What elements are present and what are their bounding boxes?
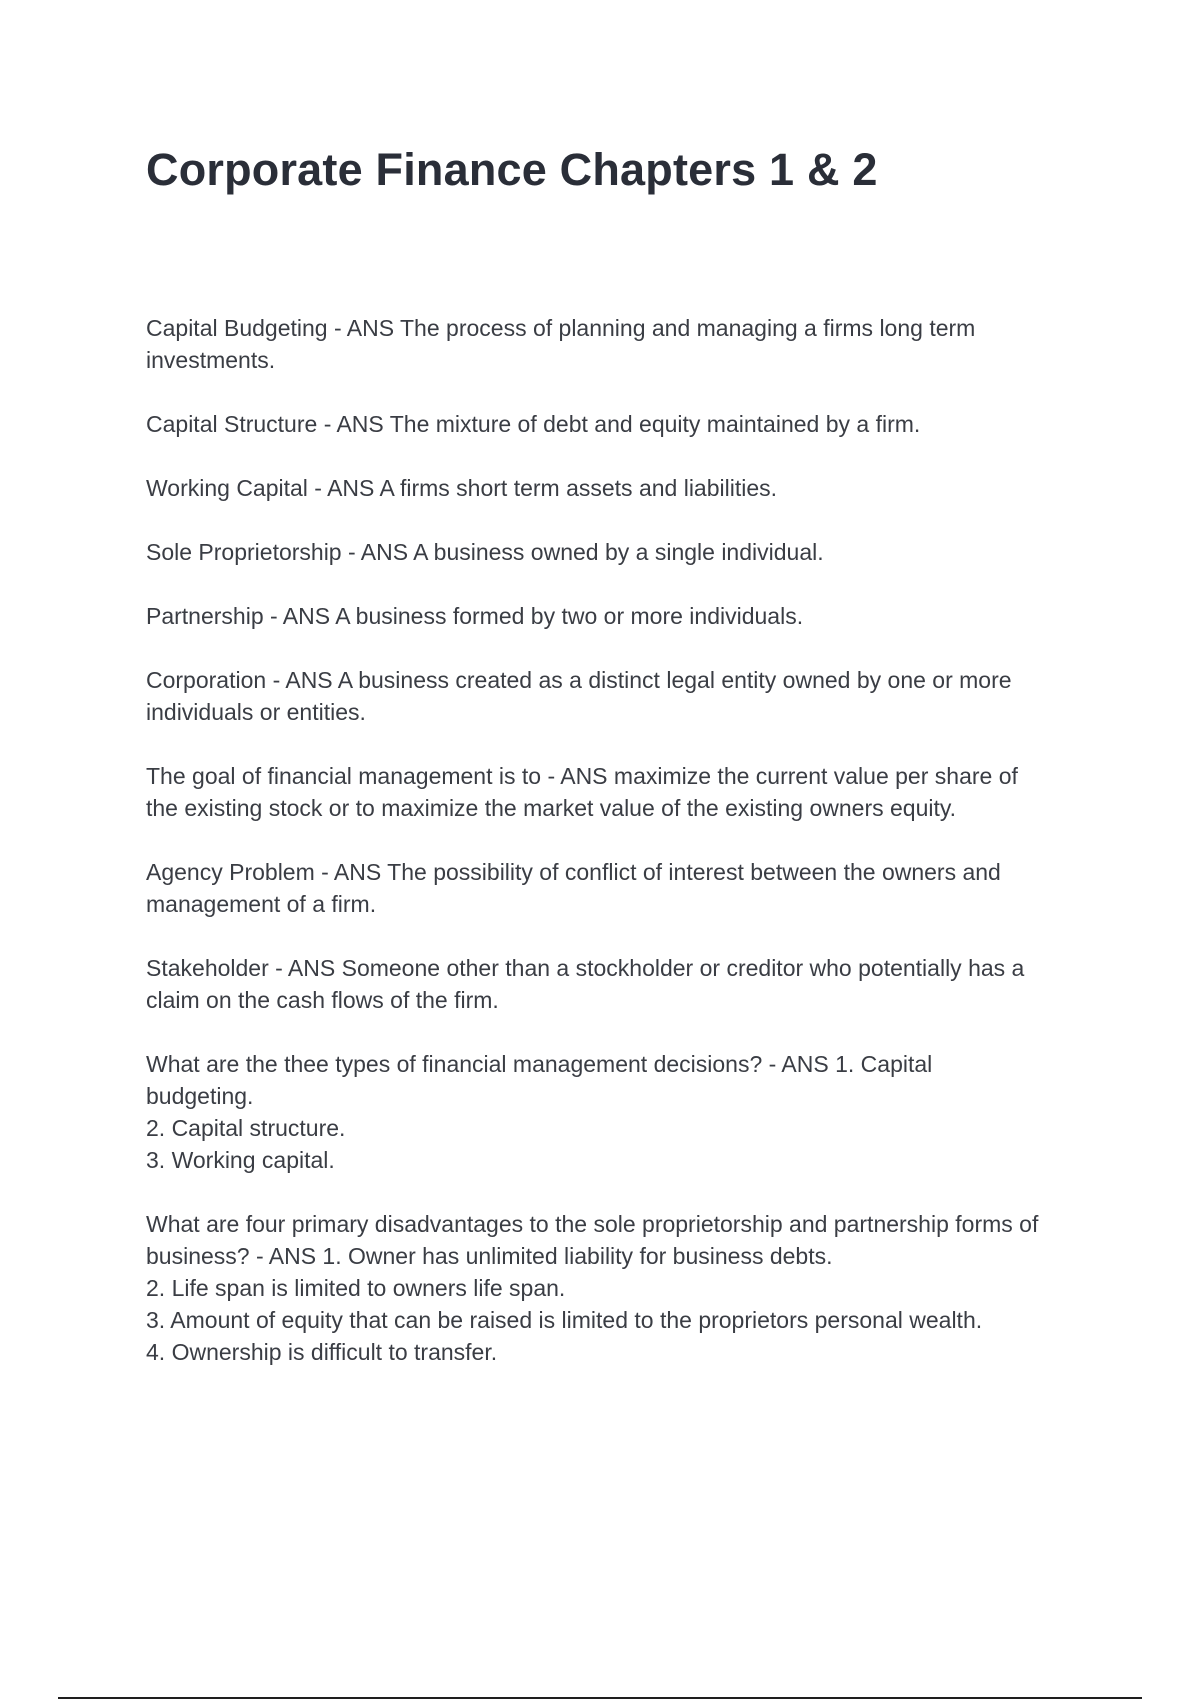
flashcard-list: [146, 312, 1096, 1400]
entry-line: Sole Proprietorship - ANS A business owned by a single individual.: [146, 539, 824, 565]
entry-line: The goal of financial management is to - ANS maximize the current value per share of: [146, 763, 1018, 789]
flashcard-agency-problem: [146, 856, 1096, 920]
footer-divider: [58, 1697, 1142, 1699]
page-title: Corporate Finance Chapters 1 & 2: [146, 144, 878, 195]
entry-line: Corporation - ANS A business created as a distinct legal entity owned by one or more: [146, 667, 1012, 693]
entry-line: Agency Problem - ANS The possibility of conflict of interest between the owners and: [146, 859, 1001, 885]
entry-line: Stakeholder - ANS Someone other than a stockholder or creditor who potentially has a: [146, 955, 1025, 981]
flashcard-capital-budgeting: [146, 312, 1096, 376]
entry-line: the existing stock or to maximize the market value of the existing owners equity.: [146, 795, 957, 821]
entry-line: 4. Ownership is difficult to transfer.: [146, 1339, 498, 1365]
entry-line: 2. Life span is limited to owners life span.: [146, 1275, 566, 1301]
entry-line: claim on the cash flows of the firm.: [146, 987, 499, 1013]
flashcard-stakeholder: [146, 952, 1096, 1016]
entry-line: 3. Working capital.: [146, 1147, 335, 1173]
entry-line: Partnership - ANS A business formed by two or more individuals.: [146, 603, 804, 629]
flashcard-working-capital: [146, 472, 1096, 504]
flashcard-disadvantages: [146, 1208, 1096, 1368]
entry-line: Capital Structure - ANS The mixture of debt and equity maintained by a firm.: [146, 411, 921, 437]
entry-line: What are four primary disadvantages to the sole proprietorship and partnership forms of: [146, 1211, 1039, 1237]
entry-line: individuals or entities.: [146, 699, 366, 725]
flashcard-capital-structure: [146, 408, 1096, 440]
entry-line: Capital Budgeting - ANS The process of planning and managing a firms long term: [146, 315, 976, 341]
entry-line: budgeting.: [146, 1083, 254, 1109]
flashcard-sole-proprietorship: [146, 536, 1096, 568]
entry-line: business? - ANS 1. Owner has unlimited liability for business debts.: [146, 1243, 833, 1269]
flashcard-corporation: [146, 664, 1096, 728]
entry-line: management of a firm.: [146, 891, 377, 917]
entry-line: What are the thee types of financial management decisions? - ANS 1. Capital: [146, 1051, 933, 1077]
entry-line: Working Capital - ANS A firms short term assets and liabilities.: [146, 475, 778, 501]
entry-line: investments.: [146, 347, 276, 373]
entry-line: 2. Capital structure.: [146, 1115, 346, 1141]
flashcard-partnership: [146, 600, 1096, 632]
flashcard-types-of-decisions: [146, 1048, 1096, 1176]
flashcard-goal-of-financial-management: [146, 760, 1096, 824]
entry-line: 3. Amount of equity that can be raised is limited to the proprietors personal wealth.: [146, 1307, 983, 1333]
